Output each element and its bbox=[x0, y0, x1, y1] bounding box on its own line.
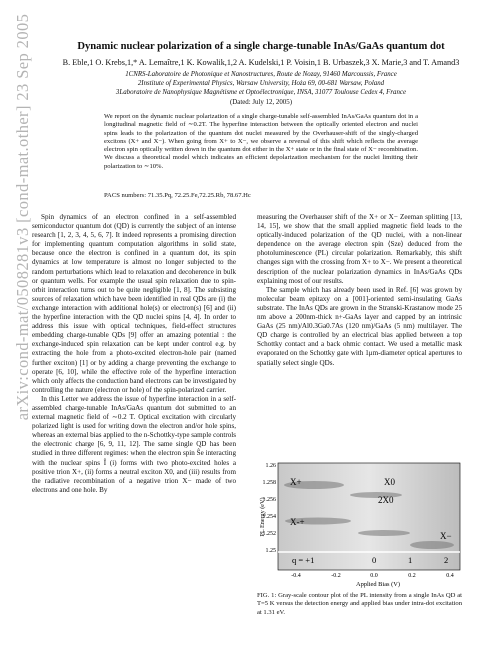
state-label-x-minus: X− bbox=[440, 531, 452, 541]
arxiv-sidebar-id: arXiv:cond-mat/0508281v3 [cond-mat.other] 23 Sep 2005 bbox=[13, 13, 32, 421]
figure-pl-contour bbox=[256, 459, 466, 592]
pacs-numbers: PACS numbers: 71.35.Pq, 72.25.Fe,72.25.Rb, 78.67.Hc bbox=[104, 192, 251, 199]
y-axis-label: PL Energy (eV) bbox=[259, 497, 266, 537]
affiliation-3: 3Laboratoire de Nanophysique Magnétisme et Optoélectronique, INSA, 31077 Toulouse Cedex 4, France bbox=[115, 89, 407, 96]
x-ticks bbox=[291, 573, 454, 579]
state-label-2x0: 2X0 bbox=[378, 495, 394, 505]
y-tick-label: 1.26 bbox=[265, 463, 276, 469]
x-tick-label: -0.2 bbox=[331, 573, 341, 579]
charge-label: q = +1 bbox=[292, 555, 315, 565]
plot-frame bbox=[278, 463, 460, 570]
x-tick-label: 0.4 bbox=[446, 573, 454, 579]
x-tick-label: -0.4 bbox=[291, 573, 301, 579]
state-label-x-plus: X+ bbox=[290, 477, 302, 487]
y-tick-label: 1.258 bbox=[262, 480, 276, 486]
affiliation-2: 2Institute of Experimental Physics, Warsaw University, Hoża 69, 00-681 Warsaw, Poland bbox=[137, 80, 385, 87]
y-tick-label: 1.256 bbox=[262, 497, 276, 503]
body-paragraph: The sample which has already been used in Ref. [6] was grown by molecular beam epitaxy on a [001]-oriented semi-insulating GaAs substrate. The InAs QDs are grown in the Stranski-Krastanow mode 25 nm above a 200nm-thick n+-GaAs layer and capped by an intrinsic GaAs (25 nm)/Al0.3Ga0.7As (120 nm)/GaAs (5 nm) multilayer. The QD charge is controlled by an electrical bias applied between a top Schottky contact and a back ohmic contact. We used a metallic mask evaporated on the Schottky gate with 1μm-diameter optical apertures to spatially select single QDs. bbox=[257, 285, 462, 367]
body-paragraph: In this Letter we address the issue of hyperfine interaction in a self-assembled charge-tunable InAs/GaAs quantum dot submitted to an external magnetic field of ∼0.2 T. Optical excitation with circularly polarized light is used for writing down the electron and/or hole spins, whereas an external bias applied to the n-Schottky-type sample controls the electronic charge [6, 9, 11, 12]. The same single QD has been studied in three different regimes: when the electron spin Ŝe interacting with the nuclear spins Î (i) forms with two photo-excited holes a positive trion X+, (ii) forms a neutral exciton X0, and (iii) results from the radiative recombination of a negative trion X− made of two electrons and one hole. By bbox=[32, 394, 236, 494]
right-column bbox=[257, 213, 462, 368]
x-axis-label: Applied Bias (V) bbox=[355, 581, 401, 588]
affiliation-1: 1CNRS-Laboratoire de Photonique et Nanostructures, Route de Nozay, 91460 Marcoussis, France bbox=[125, 71, 397, 78]
abstract: We report on the dynamic nuclear polarization of a single charge-tunable self-assembled InAs/GaAs quantum dot in a longitudinal magnetic field of ∼0.2T. The hyperfine interaction between the optically oriented electron and nuclei spins leads to the polarization of the quantum dot nuclei measured by the Overhauser-shift of the singly-charged excitons (X+ and X−). When going from X+ to X−, we observe a reversal of this shift which reflects the average electron spin optically written down in the quantum dot either in the X+ state or in the final state of X− recombination. We discuss a theoretical model which indicates an efficient depolarization mechanism for the nuclei limiting their polarization to ∼10%. bbox=[104, 113, 418, 170]
state-label-x-plus-star: X-+ bbox=[290, 517, 305, 527]
x-tick-label: 0.0 bbox=[370, 573, 378, 579]
body-paragraph: measuring the Overhauser shift of the X+ or X− Zeeman splitting [13, 14, 15], we show that the small applied magnetic field leads to the optically-induced polarization of the QD nuclei, with a non-linear dependence on the average electron spin ⟨Sze⟩ deduced from the photoluminescence (PL) circular polarization. Remarkably, this shift changes sign with the crossing from X+ to X−. We present a theoretical description of the nuclear polarization dynamics in InAs/GaAs QDs explaining most of our results. bbox=[257, 213, 462, 285]
y-tick-label: 1.25 bbox=[265, 548, 276, 554]
y-tick-label: 1.254 bbox=[262, 514, 276, 520]
charge-label: 1 bbox=[408, 555, 413, 565]
x-tick-label: 0.2 bbox=[408, 573, 416, 579]
date-line: (Dated: July 12, 2005) bbox=[229, 99, 292, 106]
author-list: B. Eble,1 O. Krebs,1,* A. Lemaître,1 K. Kowalik,1,2 A. Kudelski,1 P. Voisin,1 B. Urbaszek,3 X. Marie,3 and T. Amand3 bbox=[62, 58, 460, 67]
figure-caption: FIG. 1: Gray-scale contour plot of the PL intensity from a single InAs QD at T=5 K versus the detection energy and applied bias under intra-dot excitation at 1.31 eV. bbox=[257, 592, 462, 616]
left-column bbox=[32, 213, 236, 495]
y-tick-label: 1.252 bbox=[262, 531, 276, 537]
charge-label: 2 bbox=[444, 555, 449, 565]
paper-title: Dynamic nuclear polarization of a single charge-tunable InAs/GaAs quantum dot bbox=[77, 41, 445, 52]
body-paragraph: Spin dynamics of an electron confined in a self-assembled semiconductor quantum dot (QD) is currently the subject of an intense research [1, 2, 3, 4, 5, 6, 7]. It indeed represents a promising direction for implementing quantum computation algorithms in solid state, because once the electron is confined in a quantum dot, its spin dynamics at low temperature is almost no longer subjected to the random perturbations which lead to relaxation and decoherence in bulk or quantum wells. For example the usual spin relaxation due to spin-orbit interaction turns out to be quite negligible [1, 8]. The subsisting sources of relaxation which have been identified in real QDs are (i) the exchange interaction with additional hole(s) or electron(s) [6] and (ii) the hyperfine interaction with the QD nuclei spins [4, 4]. In order to address this issue with optical techniques, field-effect structures embedding charge-tunable QDs [9] offer an amazing potential : the exchange-induced spin relaxation can be kept under control e.g. by extracting the hole from a photo-excited electron-hole pair (named further exciton) [1] or by adding a charge preventing the exchange to operate [6, 10], while the effective role of the hyperfine interaction which only affects the conduction band electrons can be investigated by controlling the nature (electron or hole) of the spin-polarized carrier. bbox=[32, 213, 236, 394]
state-label-x0: X0 bbox=[384, 477, 395, 487]
charge-label: 0 bbox=[372, 555, 377, 565]
